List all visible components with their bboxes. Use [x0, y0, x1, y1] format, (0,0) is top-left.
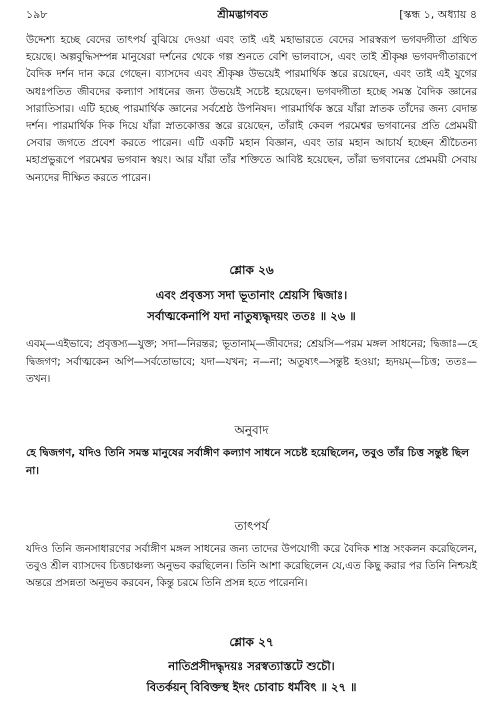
- page-header: [26, 6, 477, 24]
- verse-27-line-2: বিতর্কয়ন্ বিবিক্তস্থ ইদং চোবাচ ধর্মবিৎ ॥ ২৭ ॥: [146, 680, 357, 694]
- book-title: শ্রীমদ্ভাগবত: [217, 7, 268, 21]
- translation-heading: অনুবাদ: [234, 423, 269, 437]
- verse-26-line-1: এবং প্রবৃত্তস্য সদা ভূতানাং শ্রেয়সি দ্বিজাঃ।: [155, 288, 348, 302]
- verse-27-heading: শ্লোক ২৭: [229, 635, 274, 649]
- section-indicator: [স্কন্ধ ১, অধ্যায় ৪: [399, 7, 477, 21]
- verse-26-line-2: সর্বাত্মকেনাপি যদা নাতুষ্যদ্ধৃদয়ং ততঃ ॥ ২৬ ॥: [147, 309, 356, 323]
- verse-27-line-1: নাতিপ্রসীদদ্ধৃদয়ঃ সরস্বত্যাস্তটে শুচৌ।: [168, 659, 335, 673]
- purport-continued-paragraph: উদ্দেশ্য হচ্ছে বেদের তাৎপর্য বুঝিয়ে দেওয়া এবং তাই এই মহাভারতে বেদের সারস্বরূপ ভগবদ্গীতা গ্রথিত হয়েছে। অল্পবুদ্ধিসম্পন্ন মানুষেরা দর্শনের থেকে গল্প শুনতে বেশি ভালবাসে, এবং তাই শ্রীকৃষ্ণ ভগবদগীতারূপে বৈদিক দর্শন দান করে গেছেন। ব্যাসদেব এবং শ্রীকৃষ্ণ উভয়েই পারমার্থিক স্তরে রয়েছেন, এবং তাই এই যুগের অধঃপতিত জীবদের কল্যাণ সাধনের জন্য উভয়েই সচেষ্ট হয়েছেন। ভগবদ্গীতা হচ্ছে সমস্ত বৈদিক জ্ঞানের সারাতিসার। এটি হচ্ছে পারমার্থিক জ্ঞানের সর্বশ্রেষ্ঠ উপনিষদ। পারমার্থিক স্তরে যাঁরা স্নাতক তাঁদের জন্য বেদান্ত দর্শন। পারমার্থিক দিক দিয়ে যাঁরা স্নাতকোত্তর স্তরে রয়েছেন, তাঁরাই কেবল পরমেশ্বর ভগবানের প্রতি প্রেমময়ী সেবার জগতে প্রবেশ করতে পারেন। এটি একটি মহান বিজ্ঞান, এবং তার মহান আচার্য হচ্ছেন শ্রীচৈতন্য মহাপ্রভুরূপে পরমেশ্বর ভগবান স্বয়ং। আর যাঁরা তাঁর শক্তিতে আবিষ্ট হয়েছেন, তাঁরা ভগবানের প্রেমময়ী সেবায় অন্যদের দীক্ষিত করতে পারেন।: [26, 34, 477, 184]
- verse-26-translation: হে দ্বিজগণ, যদিও তিনি সমস্ত মানুষের সর্বাঙ্গীণ কল্যাণ সাধনে সচেষ্ট হয়েছিলেন, তবুও তাঁর চিত্ত সন্তুষ্ট ছিল না।: [26, 447, 469, 477]
- verse-26-purport: যদিও তিনি জনসাধারণের সর্বাঙ্গীণ মঙ্গল সাধনের জন্য তাদের উপযোগী করে বৈদিক শাস্ত্র সংকলন করেছিলেন, তবুও শ্রীল ব্যাসদেব চিত্তচাঞ্চল্য অনুভব করছিলেন। তিনি আশা করেছিলেন যে,এত কিছু করার পর তিনি নিশ্চয়ই অন্তরে প্রসন্নতা অনুভব করবেন, কিন্তু চরমে তিনি প্রসন্ন হতে পারেননি।: [26, 543, 477, 590]
- verse-26-synonyms: এবম্—এইভাবে; প্রবৃত্তস্য—যুক্ত; সদা—নিরন্তর; ভূতানাম্—জীবদের; শ্রেয়সি—পরম মঙ্গল সাধনের; দ্বিজাঃ—হে দ্বিজগণ; সর্বাত্মকেন অপি—সর্বতোভাবে; যদা—যখন; ন—না; অতুষ্যৎ—সন্তুষ্ট হওয়া; হৃদয়ম্—চিত্ত; ততঃ—তখন।: [26, 338, 477, 385]
- purport-heading: তাৎপর্য: [234, 519, 269, 533]
- page-number: ১৯৮: [26, 7, 48, 21]
- verse-26-heading: শ্লোক ২৬: [229, 263, 274, 277]
